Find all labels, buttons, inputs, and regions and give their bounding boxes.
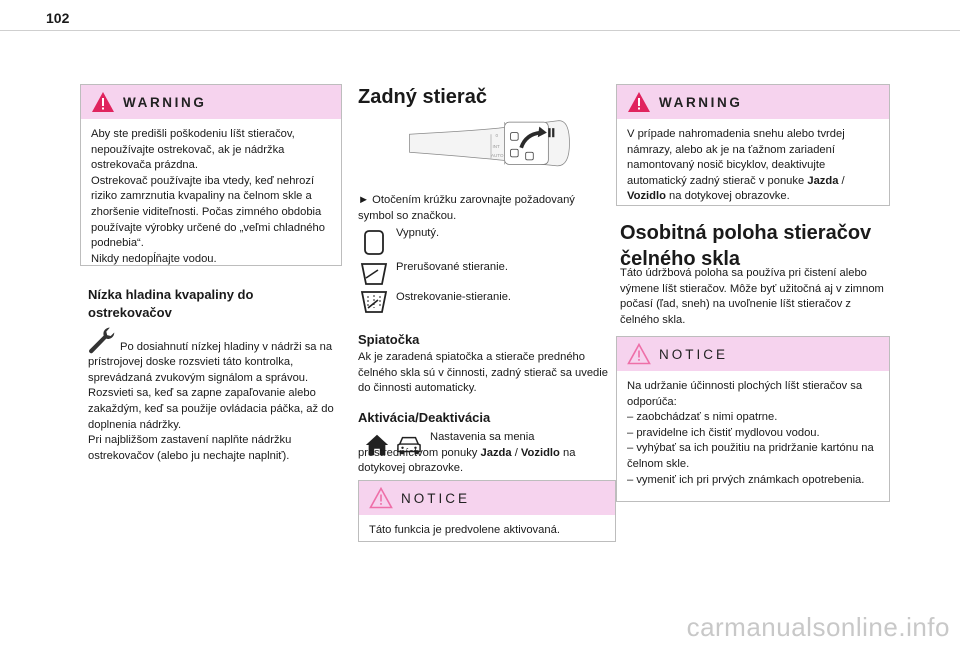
notice-label-2: NOTICE <box>659 346 729 362</box>
reverse-title: Spiatočka <box>358 332 420 347</box>
low-fluid-text-rest: Rozsvieti sa, keď sa zapne zapaľovanie alebo zakaždým, keď sa použije ovládacia páčka, až do doplnenia nádržky. Pri najbližšom zastavení naplňte nádržku ostrekovačov (alebo ju nechajte naplniť). <box>88 387 334 462</box>
warning-box-snow <box>616 84 890 206</box>
mode-intermittent-label: Prerušované stieranie. <box>396 261 508 273</box>
maintenance-position-text: Táto údržbová poloha sa používa pri čistení alebo výmene líšt stieračov. Môže byť užitočná aj v zimnom počasí (ľad, sneh) na uvoľnenie líšt stieračov z čelného skla. <box>620 267 884 326</box>
notice-triangle-icon <box>369 487 393 509</box>
low-fluid-text-lead: Po dosiahnutí nízkej hladiny v nádrži sa na prístrojovej doske rozsvieti táto kontrolka, sprevádzaná zvukovým signálom a správou. <box>88 340 333 384</box>
reverse-text: Ak je zaradená spiatočka a stierače predného čelného skla sú v činnosti, zadný stierač sa uvedie do činnosti automaticky. <box>358 351 608 395</box>
warning-triangle-icon <box>627 91 651 113</box>
menu-jazda-2: Jazda <box>807 174 839 187</box>
warning-triangle-icon <box>91 91 115 113</box>
notice-box-blades <box>616 336 890 502</box>
lever-label-0: 0 <box>495 133 499 139</box>
low-fluid-text <box>88 324 340 480</box>
watermark: carmanualsonline.info <box>686 612 950 642</box>
notice-box-default <box>358 480 616 542</box>
mode-wash-label: Ostrekovanie-stieranie. <box>396 291 512 303</box>
notice-triangle-icon <box>627 343 651 365</box>
notice-text: Táto funkcia je predvolene aktivovaná. <box>369 524 560 536</box>
mode-row-off <box>358 226 439 258</box>
warning-label: WARNING <box>123 94 207 110</box>
lever-label-int: INT <box>492 143 500 149</box>
mode-row-wash <box>358 286 511 316</box>
mode-off-label: Vypnutý. <box>396 227 440 239</box>
notice-text-2: Na udržanie účinnosti plochých líšt stieračov sa odporúča: – zaobchádzať s nimi opatrne. – pravidelne ich čistiť mydlovou vodou. – vyhýbať sa ich použitiu na pridržanie kartónu na čelnom skle. – vymeniť ich pri prvých známkach opotrebenia. <box>627 380 874 486</box>
rear-wiper-instruction: ► Otočením krúžku zarovnajte požadovaný symbol so značkou. <box>358 194 575 222</box>
warning-text-2: V prípade nahromadenia snehu alebo tvrdej námrazy, alebo ak je na ťažnom zariadení namontovaný nosič bicyklov, deaktivujte automatický zadný stierač v ponuke Jazda / Vozidlo na dotykovej obrazovke. <box>627 128 845 203</box>
notice-header-2 <box>617 337 889 371</box>
notice-header <box>359 481 615 515</box>
lever-label-auto: AUTO <box>491 152 504 158</box>
menu-jazda: Jazda <box>480 446 512 459</box>
warning-text: Aby ste predišli poškodeniu líšt stieračov, nepoužívajte ostrekovač, ak je nádržka ostrekovača prázdna. Ostrekovač používajte iba vtedy, keď nehrozí riziko zamrznutia kvapaliny na čelnom skle a zhoršenie viditeľnosti. Počas zimného obdobia používajte výrobky určené do „veľmi chladného podnebia“. Nikdy nedopĺňajte vodou. <box>91 128 325 265</box>
activation-title: Aktivácia/Deaktivácia <box>358 410 491 425</box>
warning-header <box>81 85 341 119</box>
top-rule <box>0 30 960 31</box>
wiper-intermittent-icon <box>358 258 390 288</box>
warning-box-washer <box>80 84 342 266</box>
warning-label-2: WARNING <box>659 94 743 110</box>
menu-vozidlo: Vozidlo <box>520 446 560 459</box>
mode-row-intermittent <box>358 258 508 288</box>
notice-label: NOTICE <box>401 490 471 506</box>
page-number: 102 <box>46 10 70 26</box>
wiper-lever-illustration <box>408 116 574 172</box>
activation-text: Nastavenia sa menia prostredníctvom ponuky Jazda / Vozidlo na dotykovej obrazovke. <box>358 431 576 475</box>
warning-header-2 <box>617 85 889 119</box>
wiper-off-icon <box>358 226 390 258</box>
rear-wiper-title: Zadný stierač <box>358 86 487 108</box>
wiper-wash-icon <box>358 286 390 316</box>
menu-vozidlo-2: Vozidlo <box>627 190 666 203</box>
maintenance-position-title: Osobitná poloha stieračov čelného skla <box>620 222 872 270</box>
low-fluid-title: Nízka hladina kvapaliny do ostrekovačov <box>88 287 254 320</box>
